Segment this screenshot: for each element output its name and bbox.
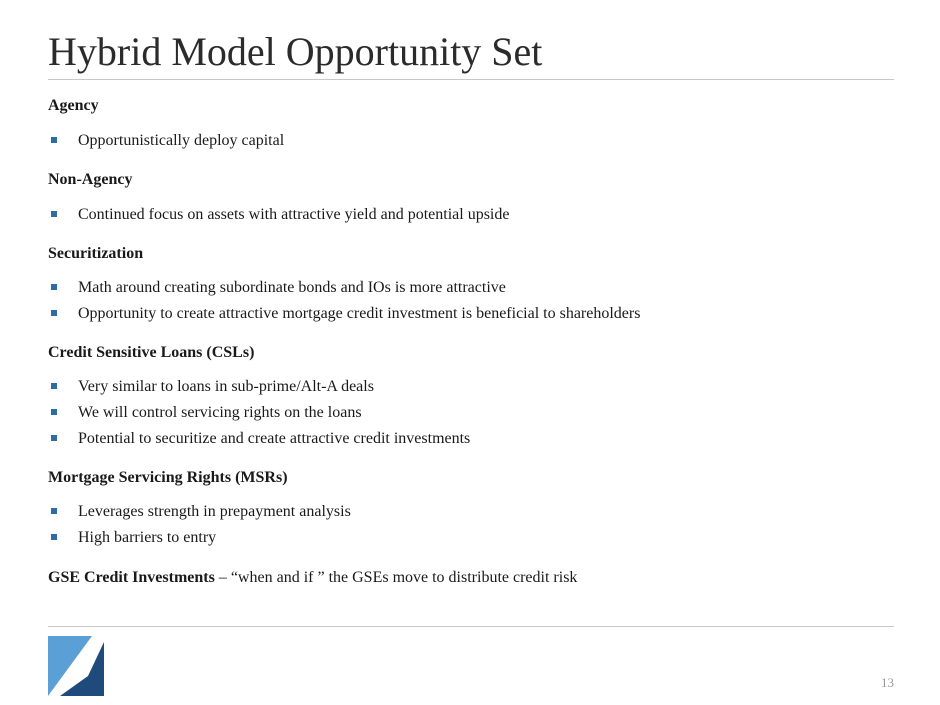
bullet-text: Continued focus on assets with attractive yield and potential upside bbox=[78, 206, 510, 223]
bullet-text: Leverages strength in prepayment analysis bbox=[78, 503, 351, 520]
bullet-text: High barriers to entry bbox=[78, 529, 217, 546]
section-heading-msrs: Mortgage Servicing Rights (MSRs) bbox=[48, 469, 288, 486]
square-bullet-icon bbox=[51, 383, 57, 389]
bullet-text: Opportunity to create attractive mortgage credit investment is beneficial to shareholders bbox=[78, 305, 641, 322]
section-heading-securitization: Securitization bbox=[48, 245, 144, 262]
square-bullet-icon bbox=[51, 508, 57, 514]
gse-description: – “when and if ” the GSEs move to distribute credit risk bbox=[214, 569, 578, 586]
square-bullet-icon bbox=[51, 211, 57, 217]
section-heading-csls: Credit Sensitive Loans (CSLs) bbox=[48, 344, 255, 361]
company-logo bbox=[48, 636, 104, 696]
page-number: 13 bbox=[881, 675, 894, 690]
footer-divider bbox=[48, 626, 894, 627]
section-heading-non-agency: Non-Agency bbox=[48, 171, 133, 188]
bullet-text: Very similar to loans in sub-prime/Alt-A deals bbox=[78, 378, 374, 395]
title-divider bbox=[48, 79, 894, 80]
bullet-text: Potential to securitize and create attractive credit investments bbox=[78, 430, 471, 447]
square-bullet-icon bbox=[51, 409, 57, 415]
gse-credit-line bbox=[48, 568, 577, 588]
slide-title: Hybrid Model Opportunity Set bbox=[48, 29, 543, 74]
square-bullet-icon bbox=[51, 310, 57, 316]
bullet-text: Math around creating subordinate bonds and IOs is more attractive bbox=[78, 279, 506, 296]
square-bullet-icon bbox=[51, 137, 57, 143]
section-heading-agency: Agency bbox=[48, 97, 99, 114]
square-bullet-icon bbox=[51, 534, 57, 540]
gse-heading: GSE Credit Investments bbox=[48, 569, 215, 586]
bullet-text: Opportunistically deploy capital bbox=[78, 132, 285, 149]
square-bullet-icon bbox=[51, 284, 57, 290]
bullet-text: We will control servicing rights on the loans bbox=[78, 404, 362, 421]
square-bullet-icon bbox=[51, 435, 57, 441]
